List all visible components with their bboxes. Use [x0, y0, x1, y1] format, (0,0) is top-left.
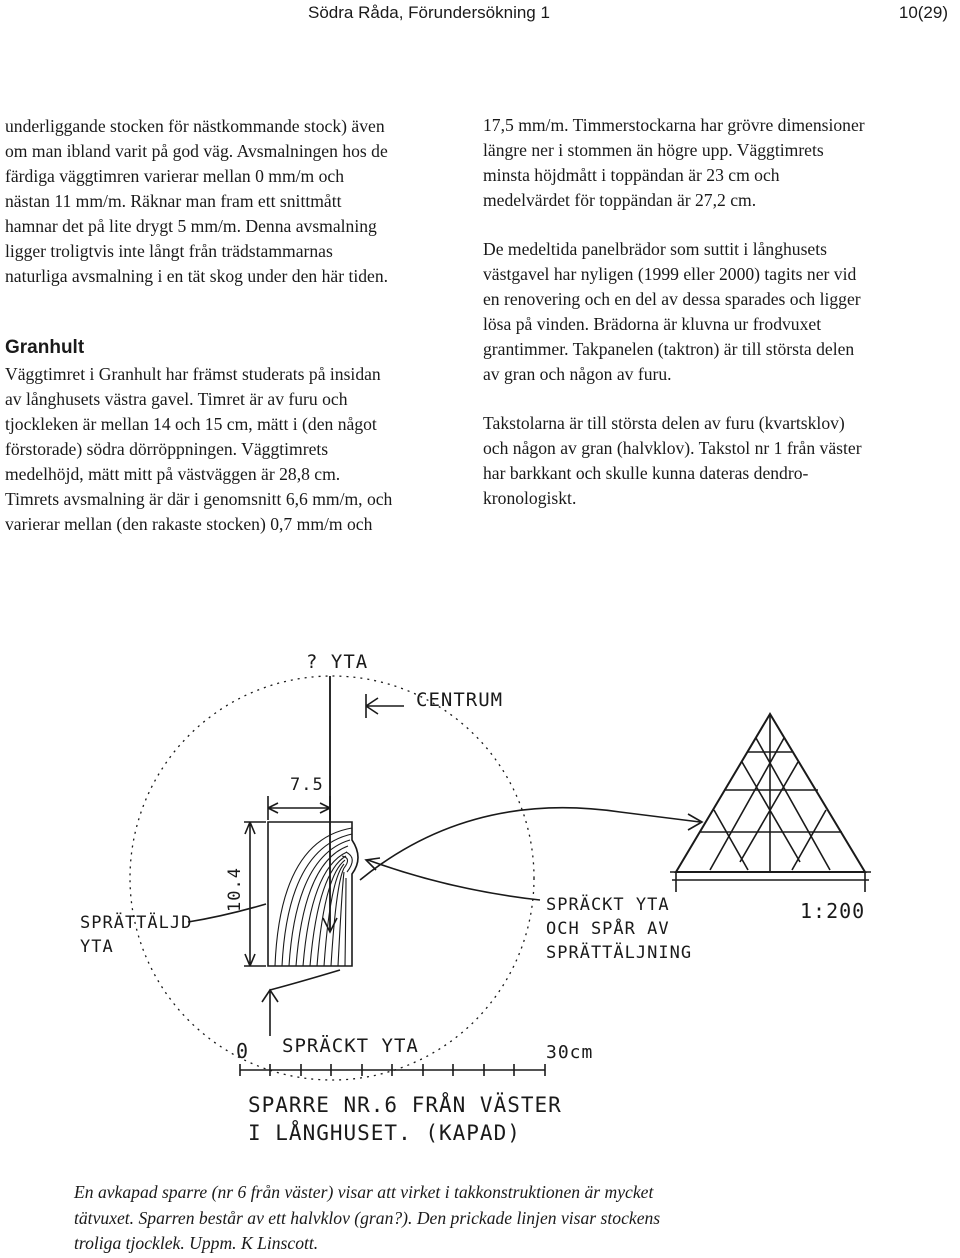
- label-spruckt-right-1: SPRÄCKT YTA: [546, 895, 670, 915]
- caption-line: tätvuxet. Sparren består av ett halvklov (gran?). Den prickade linjen visar stockens: [74, 1207, 661, 1228]
- text-line: en renovering och en del av dessa sparades och ligger: [483, 289, 861, 309]
- caption-line: troliga tjocklek. Uppm. K Linscott.: [74, 1233, 319, 1253]
- rafter-sketch: [0, 640, 960, 1160]
- left-paragraph-1: [5, 114, 457, 289]
- log-outline-dotted: [130, 676, 534, 1080]
- dimension-10-4: [244, 822, 266, 966]
- text-line: kronologiskt.: [483, 488, 577, 508]
- label-sprattald-2: YTA: [80, 937, 114, 957]
- text-line: längre ner i stommen än högre upp. Väggtimrets: [483, 140, 824, 160]
- text-line: tjockleken är mellan 14 och 15 cm, mätt i (den något: [5, 414, 377, 434]
- text-line: färdiga väggtimren varierar mellan 0 mm/m och: [5, 166, 345, 186]
- right-paragraph-2: [483, 237, 943, 387]
- centrum-arrow: [366, 694, 404, 718]
- right-column: [483, 113, 943, 511]
- text-line: lösa på vinden. Brädorna är kluvna ur frodvuxet: [483, 314, 822, 334]
- left-column: [5, 114, 457, 537]
- text-line: av gran och någon av furu.: [483, 364, 672, 384]
- text-line: De medeltida panelbrädor som suttit i långhusets: [483, 239, 827, 259]
- dimension-7-5: [268, 796, 330, 820]
- spruckt-bottom-leader: [262, 970, 340, 1036]
- text-line: minsta höjdmått i toppändan är 23 cm och: [483, 165, 780, 185]
- label-spruckt-bottom: SPRÄCKT YTA: [282, 1035, 419, 1057]
- label-sparre-2: I LÅNGHUSET. (KAPAD): [248, 1121, 521, 1145]
- text-line: hamnar det på lite drygt 5 mm/m. Denna avsmalning: [5, 216, 377, 236]
- left-paragraph-2: [5, 362, 457, 537]
- right-paragraph-3: [483, 411, 943, 511]
- text-line: medelvärdet för toppändan är 27,2 cm.: [483, 190, 757, 210]
- document-title: Södra Råda, Förundersökning 1: [308, 3, 550, 22]
- spruckt-right-leader: [366, 858, 540, 900]
- rafter-cross-section: [268, 822, 358, 966]
- text-line: om man ibland varit på god väg. Avsmalningen hos de: [5, 141, 388, 161]
- text-line: Väggtimret i Granhult har främst studerats på insidan: [5, 364, 381, 384]
- text-line: av långhusets västra gavel. Timret är av furu och: [5, 389, 348, 409]
- roof-truss-drawing: [670, 714, 871, 892]
- text-line: grantimmer. Takpanelen (taktron) är till största delen: [483, 339, 855, 359]
- label-spruckt-right-3: SPRÄTTÄLJNING: [546, 943, 693, 963]
- text-line: Timrets avsmalning är där i genomsnitt 6,6 mm/m, och: [5, 489, 393, 509]
- label-sparre-1: SPARRE NR.6 FRÅN VÄSTER: [248, 1093, 562, 1117]
- text-line: västgavel har nyligen (1999 eller 2000) tagits ner vid: [483, 264, 857, 284]
- page-header: [0, 0, 960, 30]
- text-line: naturliga avsmalning i en tät skog under den här tiden.: [5, 266, 389, 286]
- label-scale-30cm: 30cm: [546, 1042, 594, 1063]
- label-yta-top: ? YTA: [306, 651, 369, 673]
- figure-caption: [74, 1180, 834, 1257]
- text-line: förstorade) södra dörröppningen. Väggtimrets: [5, 439, 329, 459]
- text-line: 17,5 mm/m. Timmerstockarna har grövre dimensioner: [483, 115, 865, 135]
- text-line: har barkkant och skulle kunna dateras dendro-: [483, 463, 809, 483]
- growth-rings: [275, 828, 352, 966]
- label-centrum: CENTRUM: [416, 689, 504, 711]
- text-line: varierar mellan (den rakaste stocken) 0,7 mm/m och: [5, 514, 373, 534]
- label-scale-zero: 0: [236, 1039, 250, 1063]
- text-line: och någon av gran (halvklov). Takstol nr 1 från väster: [483, 438, 862, 458]
- text-line: Takstolarna är till största delen av furu (kvartsklov): [483, 413, 845, 433]
- text-line: medelhöjd, mätt mitt på västväggen är 28,8 cm.: [5, 464, 341, 484]
- right-paragraph-1: [483, 113, 943, 213]
- label-scale-ratio: 1:200: [800, 899, 866, 923]
- text-line: underliggande stocken för nästkommande stock) även: [5, 116, 385, 136]
- label-7-5: 7.5: [290, 775, 324, 795]
- text-line: ligger troligtvis inte långt från trädstammarnas: [5, 241, 333, 261]
- truss-pointer-arrow: [360, 808, 702, 880]
- page-number: 10(29): [898, 3, 948, 22]
- text-line: nästan 11 mm/m. Räknar man fram ett snittmått: [5, 191, 342, 211]
- label-sprattald-1: SPRÄTTÄLJD: [80, 913, 193, 933]
- label-spruckt-right-2: OCH SPÅR AV: [546, 919, 670, 939]
- label-10-4: 10.4: [225, 867, 245, 912]
- section-heading-granhult: Granhult: [5, 337, 85, 358]
- caption-line: En avkapad sparre (nr 6 från väster) visar att virket i takkonstruktionen är mycket: [74, 1182, 654, 1202]
